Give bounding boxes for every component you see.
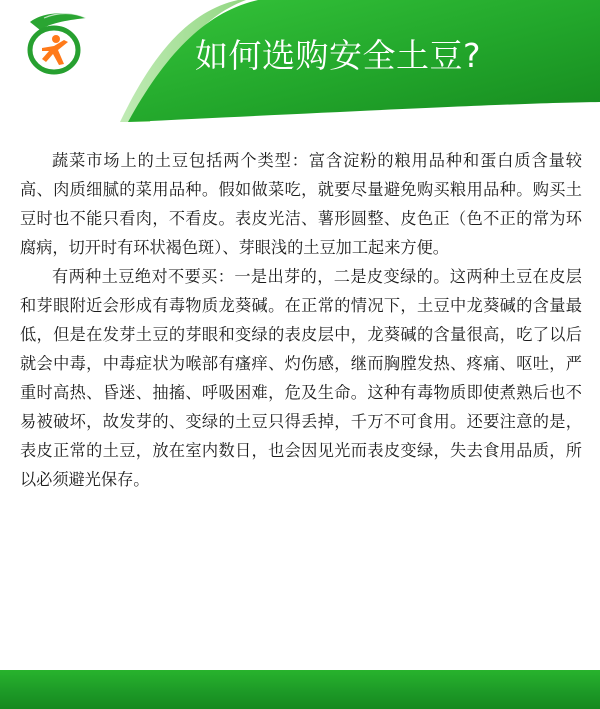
- paragraph-2: 有两种土豆绝对不要买：一是出芽的，二是皮变绿的。这两种土豆在皮层和芽眼附近会形成有毒物质龙葵碱。在正常的情况下，土豆中龙葵碱的含量最低，但是在发芽土豆的芽眼和变绿的表皮层中，龙葵碱的含量很高，吃了以后就会中毒，中毒症状为喉部有瘙痒、灼伤感，继而胸膛发热、疼痛、呕吐，严重时高热、昏迷、抽搐、呼吸困难，危及生命。这种有毒物质即使煮熟后也不易被破坏，故发芽的、变绿的土豆只得丢掉，千万不可食用。还要注意的是，表皮正常的土豆，放在室内数日，也会因见光而表皮变绿，失去食用品质，所以必须避光保存。: [20, 267, 582, 489]
- header-banner: [0, 0, 600, 122]
- article-body: [20, 146, 582, 494]
- brand-logo: [12, 10, 98, 78]
- paragraph-1: 蔬菜市场上的土豆包括两个类型：富含淀粉的粮用品种和蛋白质含量较高、肉质细腻的菜用品种。假如做菜吃，就要尽量避免购买粮用品种。购买土豆时也不能只看肉，不看皮。表皮光洁、薯形圆整、皮色正（色不正的常为环腐病，切开时有环状褐色斑）、芽眼浅的土豆加工起来方便。: [20, 151, 582, 257]
- person-icon: [42, 40, 68, 65]
- page-title: 如何选购安全土豆?: [195, 36, 482, 75]
- footer-bar: [0, 670, 600, 709]
